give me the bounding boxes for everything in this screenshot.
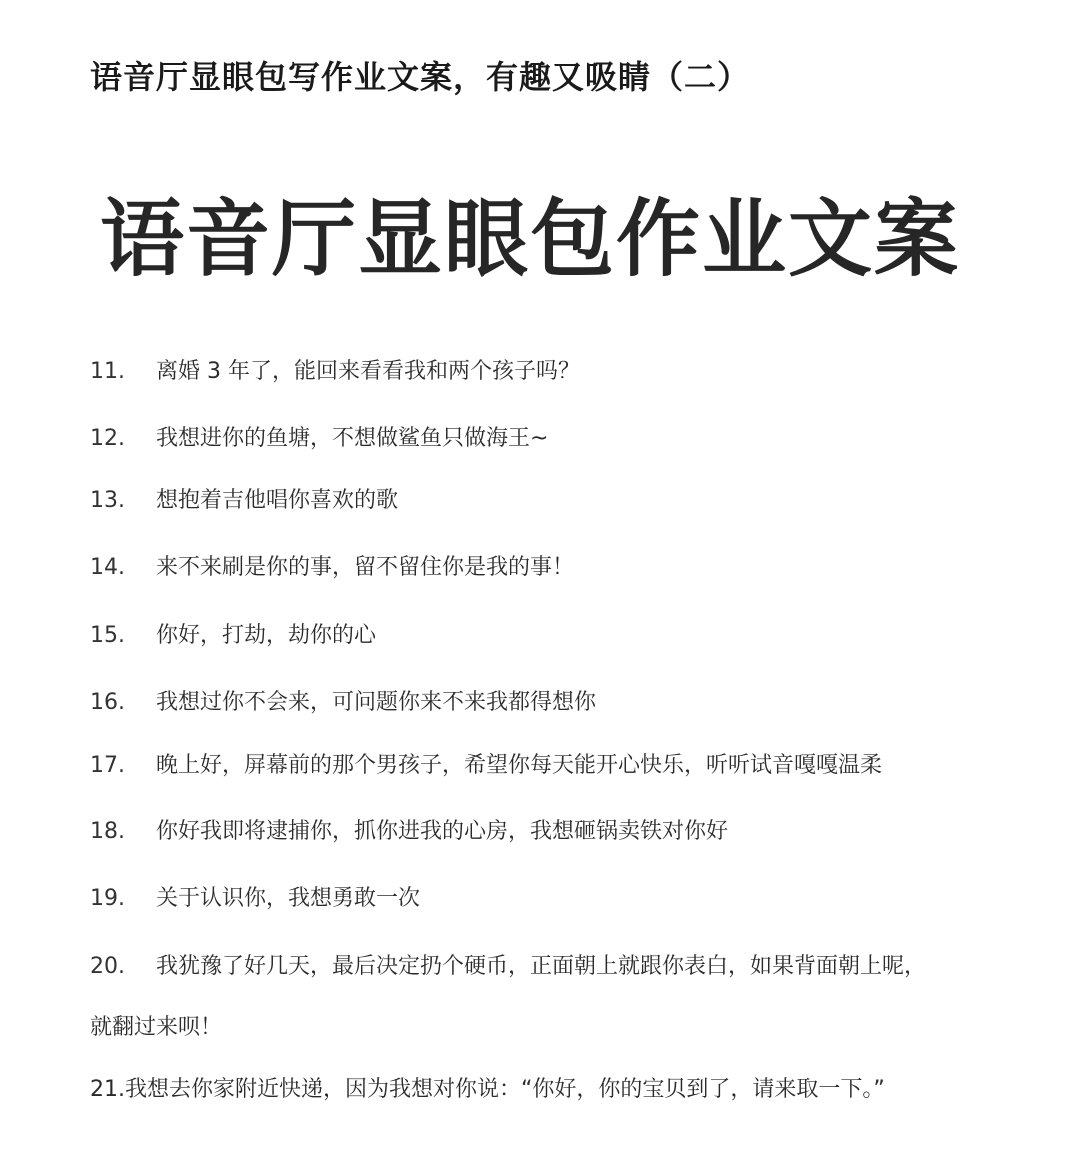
list-item [90, 884, 420, 914]
list-item [90, 952, 926, 982]
list-item [90, 817, 728, 847]
item-number: 11. [90, 359, 125, 384]
item-text: 我想过你不会来，可问题你来不来我都得想你 [156, 690, 597, 715]
item-text: 关于认识你，我想勇敢一次 [156, 886, 421, 911]
item-text: 想抱着吉他唱你喜欢的歌 [156, 488, 399, 513]
item-number: 20. [90, 954, 125, 979]
item-text: 离婚 3 年了，能回来看看我和两个孩子吗？ [156, 359, 580, 384]
item-number: 12. [90, 426, 125, 451]
item-number: 13. [90, 488, 125, 513]
list-item [90, 621, 376, 651]
list-item [90, 751, 882, 781]
item-text-continuation: 就翻过来呗！ [90, 1015, 223, 1040]
item-number: 18. [90, 819, 125, 844]
item-number: 16. [90, 690, 125, 715]
item-number: 21. [90, 1077, 125, 1102]
list-item [90, 1075, 885, 1105]
item-number: 17. [90, 753, 125, 778]
list-item [90, 553, 574, 583]
item-text: 我想进你的鱼塘，不想做鲨鱼只做海王~ [156, 426, 549, 451]
item-number: 15. [90, 623, 125, 648]
document-title: 语音厅显眼包作业文案 [100, 190, 961, 288]
item-text: 你好，打劫，劫你的心 [156, 623, 377, 648]
item-text: 晚上好，屏幕前的那个男孩子，希望你每天能开心快乐，听听试音嘎嘎温柔 [156, 753, 883, 778]
item-text: 来不来刷是你的事，留不留住你是我的事！ [156, 555, 575, 580]
item-number: 14. [90, 555, 125, 580]
list-item [90, 688, 596, 718]
document-subtitle: 语音厅显眼包写作业文案，有趣又吸睛（二） [90, 58, 751, 96]
list-item [90, 486, 398, 516]
item-number: 19. [90, 886, 125, 911]
list-item [90, 357, 580, 387]
item-text: 我犹豫了好几天，最后决定扔个硬币，正面朝上就跟你表白，如果背面朝上呢， [156, 954, 927, 979]
item-text: 我想去你家附近快递，因为我想对你说：“你好，你的宝贝到了，请来取一下。” [125, 1077, 885, 1102]
list-item [90, 424, 548, 454]
item-text: 你好我即将逮捕你，抓你进我的心房，我想砸锅卖铁对你好 [156, 819, 729, 844]
